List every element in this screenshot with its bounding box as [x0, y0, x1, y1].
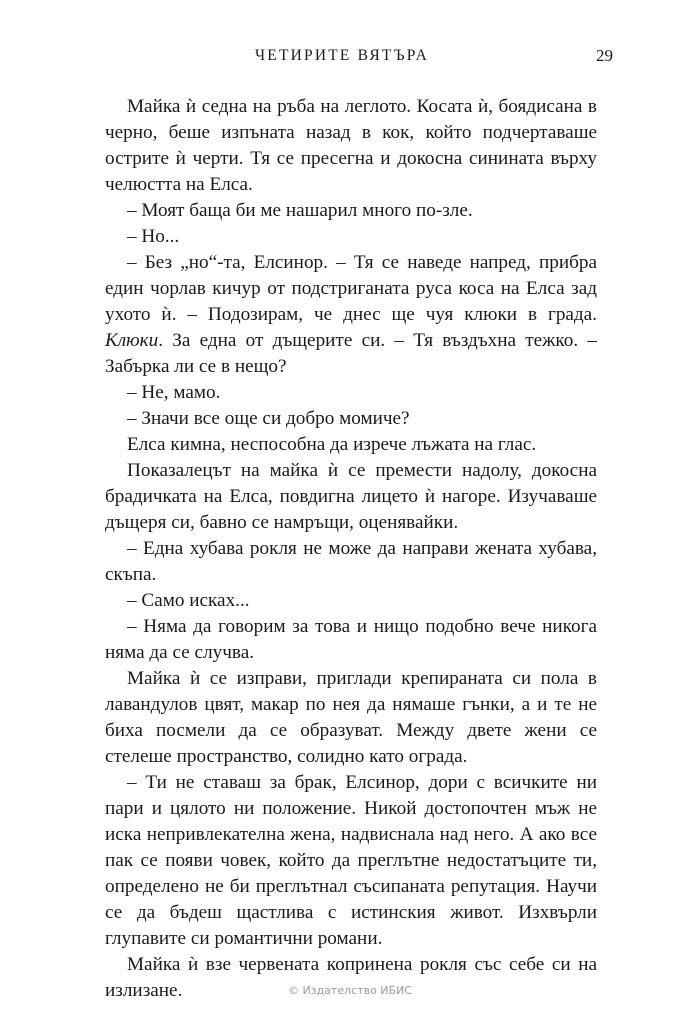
page-number: 29 [596, 46, 613, 65]
paragraph-text: – Без „но“-та, Елсинор. – Тя се наведе напред, прибра един чорлав кичур от подстриганата руса коса на Елса зад ухото ѝ. – Подозирам, че днес ще чуя клюки в града. [105, 252, 597, 325]
paragraph: Показалецът на майка ѝ се премести надолу, докосна брадичката на Елса, повдигна лицето ѝ нагоре. Изучаваше дъщеря си, бавно се намръщи, оценявайки. [105, 460, 597, 533]
paragraph: – Ти не ставаш за брак, Елсинор, дори с всичките ни пари и цялото ни положение. Никой достопочтен мъж не иска непривлекателна жена, надвиснала над него. А ако все пак се появи човек, който да преглътне недостатъците ти, определено не би преглътнал съсипаната репутация. Научи се да бъдеш щастлива с истинския живот. Изхвърли глупавите си романтични романи. [105, 772, 597, 949]
paragraph: – Но... [127, 226, 180, 247]
paragraph: Майка ѝ седна на ръба на леглото. Косата ѝ, боядисана в черно, беше изпъната назад в кок, който подчертаваше острите ѝ черти. Тя се пресегна и докосна синината върху челюстта на Елса. [105, 96, 597, 195]
emphasis-text: Клюки [105, 330, 159, 351]
running-title: ЧЕТИРИТЕ ВЯТЪРА [255, 47, 429, 64]
paragraph: Елса кимна, неспособна да изрече лъжата на глас. [127, 434, 537, 455]
paragraph: Майка ѝ взе червената копринена рокля със себе си на излизане. [105, 954, 597, 1001]
paragraph: – Моят баща би ме нашарил много по-зле. [127, 200, 473, 221]
copyright-footer: © Издателство ИБИС [288, 984, 412, 997]
paragraph: – Няма да говорим за това и нищо подобно вече никога няма да се случва. [105, 616, 597, 663]
body-text [105, 94, 597, 1004]
paragraph [105, 250, 597, 380]
paragraph: Майка ѝ се изправи, приглади крепираната си пола в лавандулов цвят, макар по нея да нямаше гънки, а и те не биха посмели да се образуват. Между двете жени се стелеше пространство, солидно като ограда. [105, 668, 597, 767]
paragraph: – Само исках... [127, 590, 250, 611]
paragraph-text: . За една от дъщерите си. – Тя въздъхна тежко. – Забърка ли се в нещо? [105, 330, 597, 377]
running-head [0, 44, 700, 68]
paragraph: – Значи все още си добро момиче? [127, 408, 410, 429]
paragraph: – Една хубава рокля не може да направи жената хубава, скъпа. [105, 538, 597, 585]
paragraph: – Не, мамо. [127, 382, 221, 403]
